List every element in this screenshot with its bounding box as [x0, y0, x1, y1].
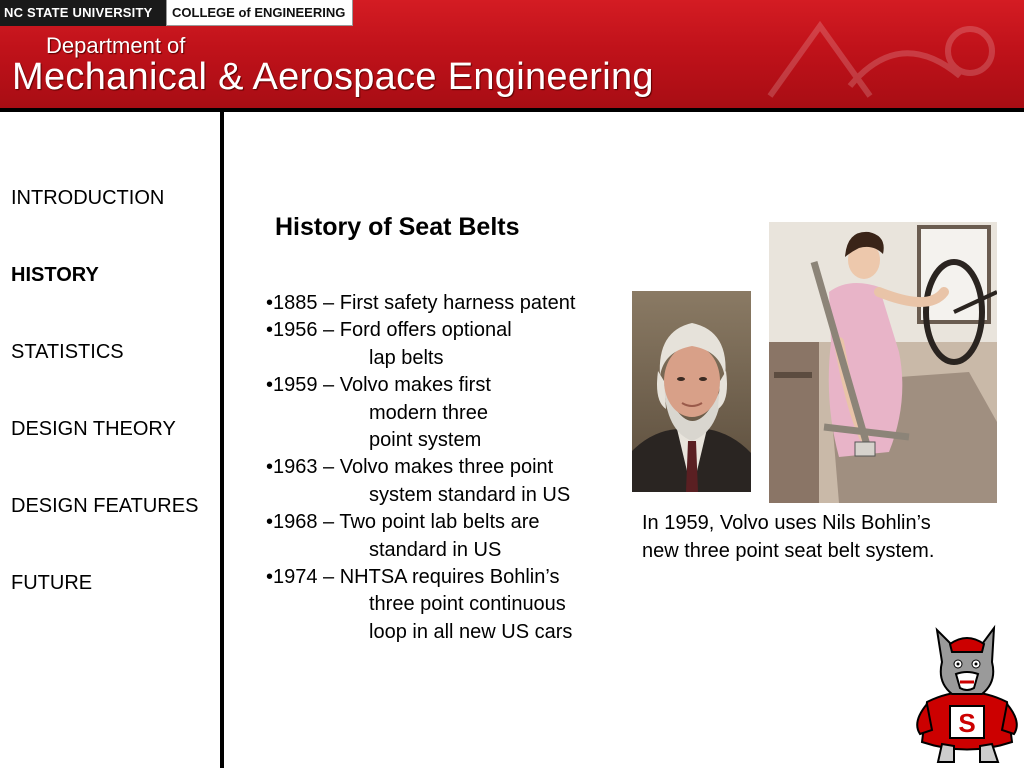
bullet-continuation: loop in all new US cars	[369, 620, 573, 643]
caption-line: new three point seat belt system.	[642, 539, 935, 562]
department-label: Department of	[46, 33, 186, 58]
list-item	[266, 564, 636, 646]
wolf-mascot-logo	[912, 622, 1022, 766]
volvo-seatbelt-photo	[769, 222, 997, 503]
banner-watermark-graphic	[760, 16, 1010, 106]
bullet-text: •1885 – First safety harness patent	[266, 292, 576, 314]
list-item	[266, 509, 636, 564]
sidebar-item-statistics[interactable]: STATISTICS	[11, 341, 124, 363]
sidebar-nav	[11, 186, 216, 648]
bullet-continuation: lap belts	[369, 346, 444, 369]
header-banner	[0, 0, 1024, 108]
sidebar-item-design-features[interactable]: DESIGN FEATURES	[11, 495, 199, 517]
bullet-continuation: system standard in US	[369, 483, 571, 506]
photo-caption	[642, 510, 1002, 565]
list-item	[266, 317, 636, 372]
college-tab[interactable]: COLLEGE of ENGINEERING	[166, 0, 353, 26]
bullet-continuation: standard in US	[369, 538, 502, 561]
bullet-continuation: modern three	[369, 401, 488, 424]
list-item	[266, 454, 636, 509]
banner-divider	[0, 108, 1024, 112]
sidebar-item-future[interactable]: FUTURE	[11, 572, 93, 594]
department-title: Mechanical & Aerospace Engineering	[12, 56, 654, 98]
bullet-text: •1974 – NHTSA requires Bohlin’s	[266, 566, 560, 589]
bullet-continuation: point system	[369, 429, 482, 452]
bullet-text: •1968 – Two point lab belts are	[266, 511, 540, 534]
sidebar-divider	[220, 112, 224, 768]
sidebar-item-design-theory[interactable]: DESIGN THEORY	[11, 418, 176, 440]
bullet-text: •1963 – Volvo makes three point	[266, 456, 554, 479]
sidebar-item-introduction[interactable]: INTRODUCTION	[11, 187, 165, 209]
list-item	[266, 290, 636, 317]
sidebar-item-history[interactable]: HISTORY	[11, 264, 99, 286]
page-title: History of Seat Belts	[275, 213, 520, 241]
svg-text:S: S	[958, 708, 976, 738]
history-bullet-list	[266, 290, 636, 646]
caption-line: In 1959, Volvo uses Nils Bohlin’s	[642, 512, 931, 534]
bullet-text: •1959 – Volvo makes first	[266, 374, 491, 397]
list-item	[266, 372, 636, 454]
bullet-continuation: three point continuous	[369, 593, 566, 616]
bullet-text: •1956 – Ford offers optional	[266, 319, 512, 342]
university-tab[interactable]: NC STATE UNIVERSITY	[0, 0, 167, 26]
bohlin-portrait-photo	[632, 291, 751, 492]
